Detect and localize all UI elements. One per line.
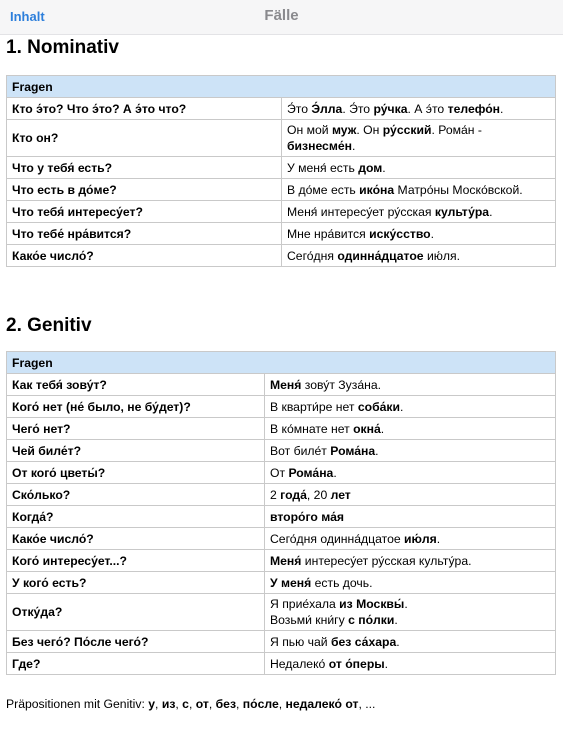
answer-cell: Я прие́хала из Москвы́. Возьми́ кни́гу с по́лки. — [265, 594, 556, 631]
question-cell: Где? — [7, 653, 265, 675]
question-cell: Без чего́? По́сле чего́? — [7, 631, 265, 653]
answer-cell: У меня́ есть дом. — [282, 157, 556, 179]
answer-cell: 2 года́, 20 лет — [265, 484, 556, 506]
question-cell: Како́е число́? — [7, 528, 265, 550]
table-row — [7, 157, 556, 179]
navigation-bar — [0, 0, 563, 35]
table-row — [7, 201, 556, 223]
table-row — [7, 98, 556, 120]
answer-cell: Сего́дня одинна́дцатое ию́ля. — [265, 528, 556, 550]
table-header: Fragen — [7, 352, 556, 374]
footer-note: Präpositionen mit Genitiv: у, из, с, от, без, по́сле, недалеко́ от, ... — [6, 697, 376, 711]
table-row — [7, 550, 556, 572]
table-row — [7, 484, 556, 506]
answer-cell: Он мой муж. Он ру́сский. Рома́н - бизнесме́н. — [282, 120, 556, 157]
section-heading-genitiv: 2. Genitiv — [6, 315, 92, 336]
back-button[interactable]: Inhalt — [10, 9, 45, 24]
question-cell: Что тебе́ нра́вится? — [7, 223, 282, 245]
answer-cell: Сего́дня одинна́дцатое ию́ля. — [282, 245, 556, 267]
question-cell: Ско́лько? — [7, 484, 265, 506]
question-cell: Кто э́то? Что э́то? А э́то что? — [7, 98, 282, 120]
table-row — [7, 594, 556, 631]
table-row — [7, 653, 556, 675]
question-cell: Что тебя́ интересу́ет? — [7, 201, 282, 223]
section-heading-nominativ: 1. Nominativ — [6, 37, 119, 58]
question-cell: Чей биле́т? — [7, 440, 265, 462]
table-row — [7, 462, 556, 484]
table-row — [7, 374, 556, 396]
page-title: Fälle — [264, 7, 299, 24]
answer-cell: Я пью чай без са́хара. — [265, 631, 556, 653]
answer-cell: Меня́ интересу́ет ру́сская культу́ра. — [282, 201, 556, 223]
table-row — [7, 223, 556, 245]
question-cell: Что есть в до́ме? — [7, 179, 282, 201]
answer-cell: В ко́мнате нет окна́. — [265, 418, 556, 440]
question-cell: Како́е число́? — [7, 245, 282, 267]
genitiv-table — [6, 351, 556, 675]
answer-cell: Вот биле́т Рома́на. — [265, 440, 556, 462]
table-row — [7, 506, 556, 528]
question-cell: Кого́ нет (не́ было, не бу́дет)? — [7, 396, 265, 418]
table-row — [7, 179, 556, 201]
table-row — [7, 440, 556, 462]
question-cell: Что у тебя́ есть? — [7, 157, 282, 179]
table-row — [7, 418, 556, 440]
answer-cell: Меня́ зову́т Зуза́на. — [265, 374, 556, 396]
answer-cell: Меня́ интересу́ет ру́сская культу́ра. — [265, 550, 556, 572]
question-cell: Чего́ нет? — [7, 418, 265, 440]
table-row — [7, 528, 556, 550]
question-cell: Как тебя́ зову́т? — [7, 374, 265, 396]
question-cell: От кого́ цветы́? — [7, 462, 265, 484]
table-row — [7, 631, 556, 653]
table-header: Fragen — [7, 76, 556, 98]
answer-cell: Недалеко́ от о́перы. — [265, 653, 556, 675]
answer-cell: От Рома́на. — [265, 462, 556, 484]
answer-cell: В до́ме есть ико́на Матро́ны Моско́вской. — [282, 179, 556, 201]
answer-cell: В кварти́ре нет соба́ки. — [265, 396, 556, 418]
table-row — [7, 245, 556, 267]
answer-cell: второ́го ма́я — [265, 506, 556, 528]
question-cell: Кто он? — [7, 120, 282, 157]
table-row — [7, 120, 556, 157]
question-cell: Отку́да? — [7, 594, 265, 631]
answer-cell: У меня́ есть дочь. — [265, 572, 556, 594]
question-cell: У кого́ есть? — [7, 572, 265, 594]
answer-cell: Э́то Э́лла. Э́то ру́чка. А э́то телефо́н. — [282, 98, 556, 120]
question-cell: Когда́? — [7, 506, 265, 528]
nominativ-table — [6, 75, 556, 267]
table-row — [7, 396, 556, 418]
answer-cell: Мне нра́вится иску́сство. — [282, 223, 556, 245]
table-row — [7, 572, 556, 594]
question-cell: Кого́ интересу́ет...? — [7, 550, 265, 572]
